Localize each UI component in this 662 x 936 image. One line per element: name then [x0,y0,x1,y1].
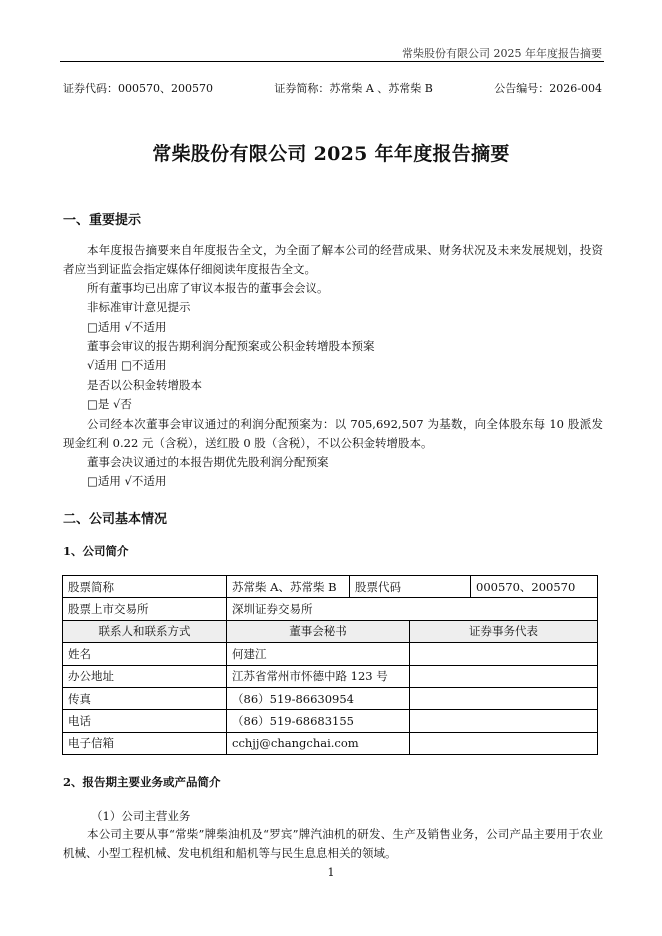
table-row [63,732,598,754]
secretary-value-cell: 江苏省常州市怀德中路 123 号 [227,665,410,687]
table-header-row [63,620,598,642]
stock-abbr-value-cell: 苏常柴 A、苏常柴 B [227,576,350,598]
stock-code-label-cell: 股票代码 [350,576,471,598]
header-divider [60,61,604,62]
section-heading-important-notes: 一、重要提示 [63,213,142,228]
contact-header-cell: 联系人和联系方式 [63,620,227,642]
secretary-value-cell: cchjj@changchai.com [227,732,410,754]
rep-value-cell [410,732,598,754]
row-label-cell: 电话 [63,710,227,732]
capital-reserve-option: □是 √否 [87,397,132,411]
page-number: 1 [327,866,335,879]
intro-paragraph: 本年度报告摘要来自年度报告全文，为全面了解本公司的经营成果、财务状况及未来发展规划，投资者应当到证监会指定媒体仔细阅读年度报告全文。 [63,243,603,276]
capital-reserve-label: 是否以公积金转增股本 [87,378,202,392]
stock-code: 证券代码：000570、200570 [63,82,213,95]
stock-abbreviation: 证券简称：苏常柴 A 、苏常柴 B [274,82,433,95]
table-row [63,687,598,709]
announcement-meta [63,80,602,96]
preferred-stock-option: □适用 √不适用 [87,474,167,488]
rep-header-cell: 证券事务代表 [410,620,598,642]
business-paragraph: 本公司主要从事“常柴”牌柴油机及“罗宾”牌汽油机的研发、生产及销售业务，公司产品主要用于农业机械、小型工程机械、发电机组和船机等与民生息息相关的领域。 [63,827,603,860]
table-row [63,576,598,598]
rep-value-cell [410,643,598,665]
table-row [63,665,598,687]
secretary-value-cell: （86）519-86630954 [227,687,410,709]
preferred-stock-label: 董事会决议通过的本报告期优先股利润分配预案 [87,455,329,469]
directors-attendance: 所有董事均已出席了审议本报告的董事会会议。 [87,281,329,295]
stock-code-value-cell: 000570、200570 [471,576,598,598]
audit-opinion-label: 非标准审计意见提示 [87,300,191,314]
announcement-number: 公告编号：2026-004 [494,82,602,95]
exchange-value-cell: 深圳证券交易所 [227,598,598,620]
row-label-cell: 姓名 [63,643,227,665]
audit-opinion-option: □适用 √不适用 [87,320,167,334]
running-header: 常柴股份有限公司 2025 年年度报告摘要 [402,47,602,60]
company-profile-table [62,575,598,755]
profit-plan-label: 董事会审议的报告期利润分配预案或公积金转增股本预案 [87,339,375,353]
subheading-main-business: 2、报告期主要业务或产品简介 [63,775,221,789]
table-row [63,598,598,620]
profit-plan-option: √适用 □不适用 [87,358,167,372]
row-label-cell: 传真 [63,687,227,709]
exchange-label-cell: 股票上市交易所 [63,598,227,620]
document-title: 常柴股份有限公司 2025 年年度报告摘要 [152,143,510,165]
subheading-company-profile: 1、公司简介 [63,544,129,558]
secretary-value-cell: 何建江 [227,643,410,665]
row-label-cell: 电子信箱 [63,732,227,754]
rep-value-cell [410,665,598,687]
secretary-value-cell: （86）519-68683155 [227,710,410,732]
rep-value-cell [410,687,598,709]
rep-value-cell [410,710,598,732]
row-label-cell: 办公地址 [63,665,227,687]
main-business-label: （1）公司主营业务 [91,809,191,823]
dividend-paragraph: 公司经本次董事会审议通过的利润分配预案为：以 705,692,507 为基数，向全体股东每 10 股派发现金红利 0.22 元（含税），送红股 0 股（含税），不以公积金转增股本。 [63,417,603,450]
table-row [63,710,598,732]
section-heading-company-info: 二、公司基本情况 [63,512,168,527]
stock-abbr-label-cell: 股票简称 [63,576,227,598]
secretary-header-cell: 董事会秘书 [227,620,410,642]
table-row [63,643,598,665]
